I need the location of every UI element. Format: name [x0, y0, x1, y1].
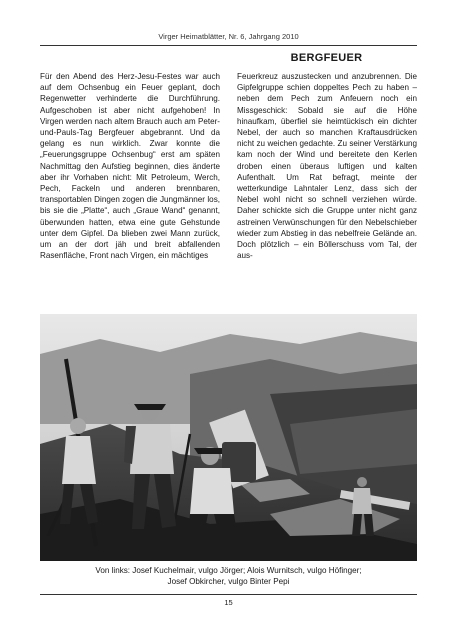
mountain-group-photo: [40, 314, 417, 561]
photo-caption: [40, 566, 417, 587]
article-column-right: Feuerkreuz auszustecken und anzubrennen. Die Gipfelgruppe schien doppeltes Pech zu haben – neben dem Pech zum Anfeuern noch ein Missgeschick: Sobald sie auf die Höhe hinaufkam, überfiel sie heimtückisch ein dichter Nebel, der auch so manchen Kraftausdrücken nicht zu weichen gedachte. Zu seiner Verstärkung kam noch der Wind und bereitete den Kerlen droben einen überaus luftigen und kalten Aufenthalt. Um Rat befragt, meinte der wetterkundige Lahntaler Lenz, dass sich der Nebel wohl nicht so schnell verziehen würde. Daher schickte sich die Gruppe unter nicht ganz astreinen Verwünschungen für den Nebelschieber wieder zum Abstieg in das nebelfreie Gelände an. Doch plötzlich – ein Böllerschuss vom Tal, der aus-: [237, 72, 417, 261]
caption-line-1: Von links: Josef Kuchelmair, vulgo Jörger; Alois Wurnitsch, vulgo Höfinger;: [95, 566, 362, 575]
header-divider: [40, 45, 417, 46]
running-header: Virger Heimatblätter, Nr. 6, Jahrgang 2010: [158, 32, 299, 41]
caption-line-2: Josef Obkircher, vulgo Binter Pepi: [167, 576, 290, 586]
footer-divider: [40, 594, 417, 595]
article-column-left: Für den Abend des Herz-Jesu-Festes war auch auf dem Ochsenbug ein Feuer geplant, doch Regenwetter verhinderte die Durchführung. Aufgeschoben ist aber nicht aufgehoben! In Virgen werden nach altem Brauch auch am Peter-und-Pauls-Tag Bergfeuer abgebrannt. Und da gelang es nun wirklich. Zwar konnte die „Feuerungsgruppe Ochsenbug“ erst am späten Nachmittag den Aufstieg beginnen, dies änderte aber ihr Vorhaben nicht: Mit Petroleum, Werch, Pech, Fackeln und anderen brennbaren, transportablen Dingen zogen die Jungmänner los, bis sie die „Platte“, auch „Graue Wand“ genannt, überwunden hatten, etwa eine gute Gehstunde unter dem Gipfel. Da blieben zwei Mann zurück, um an der dort jäh und breit abfallenden Rasenfläche, Front nach Virgen, ein mächtiges: [40, 72, 220, 261]
page-number: 15: [224, 598, 233, 607]
article-title: BERGFEUER: [290, 52, 363, 64]
